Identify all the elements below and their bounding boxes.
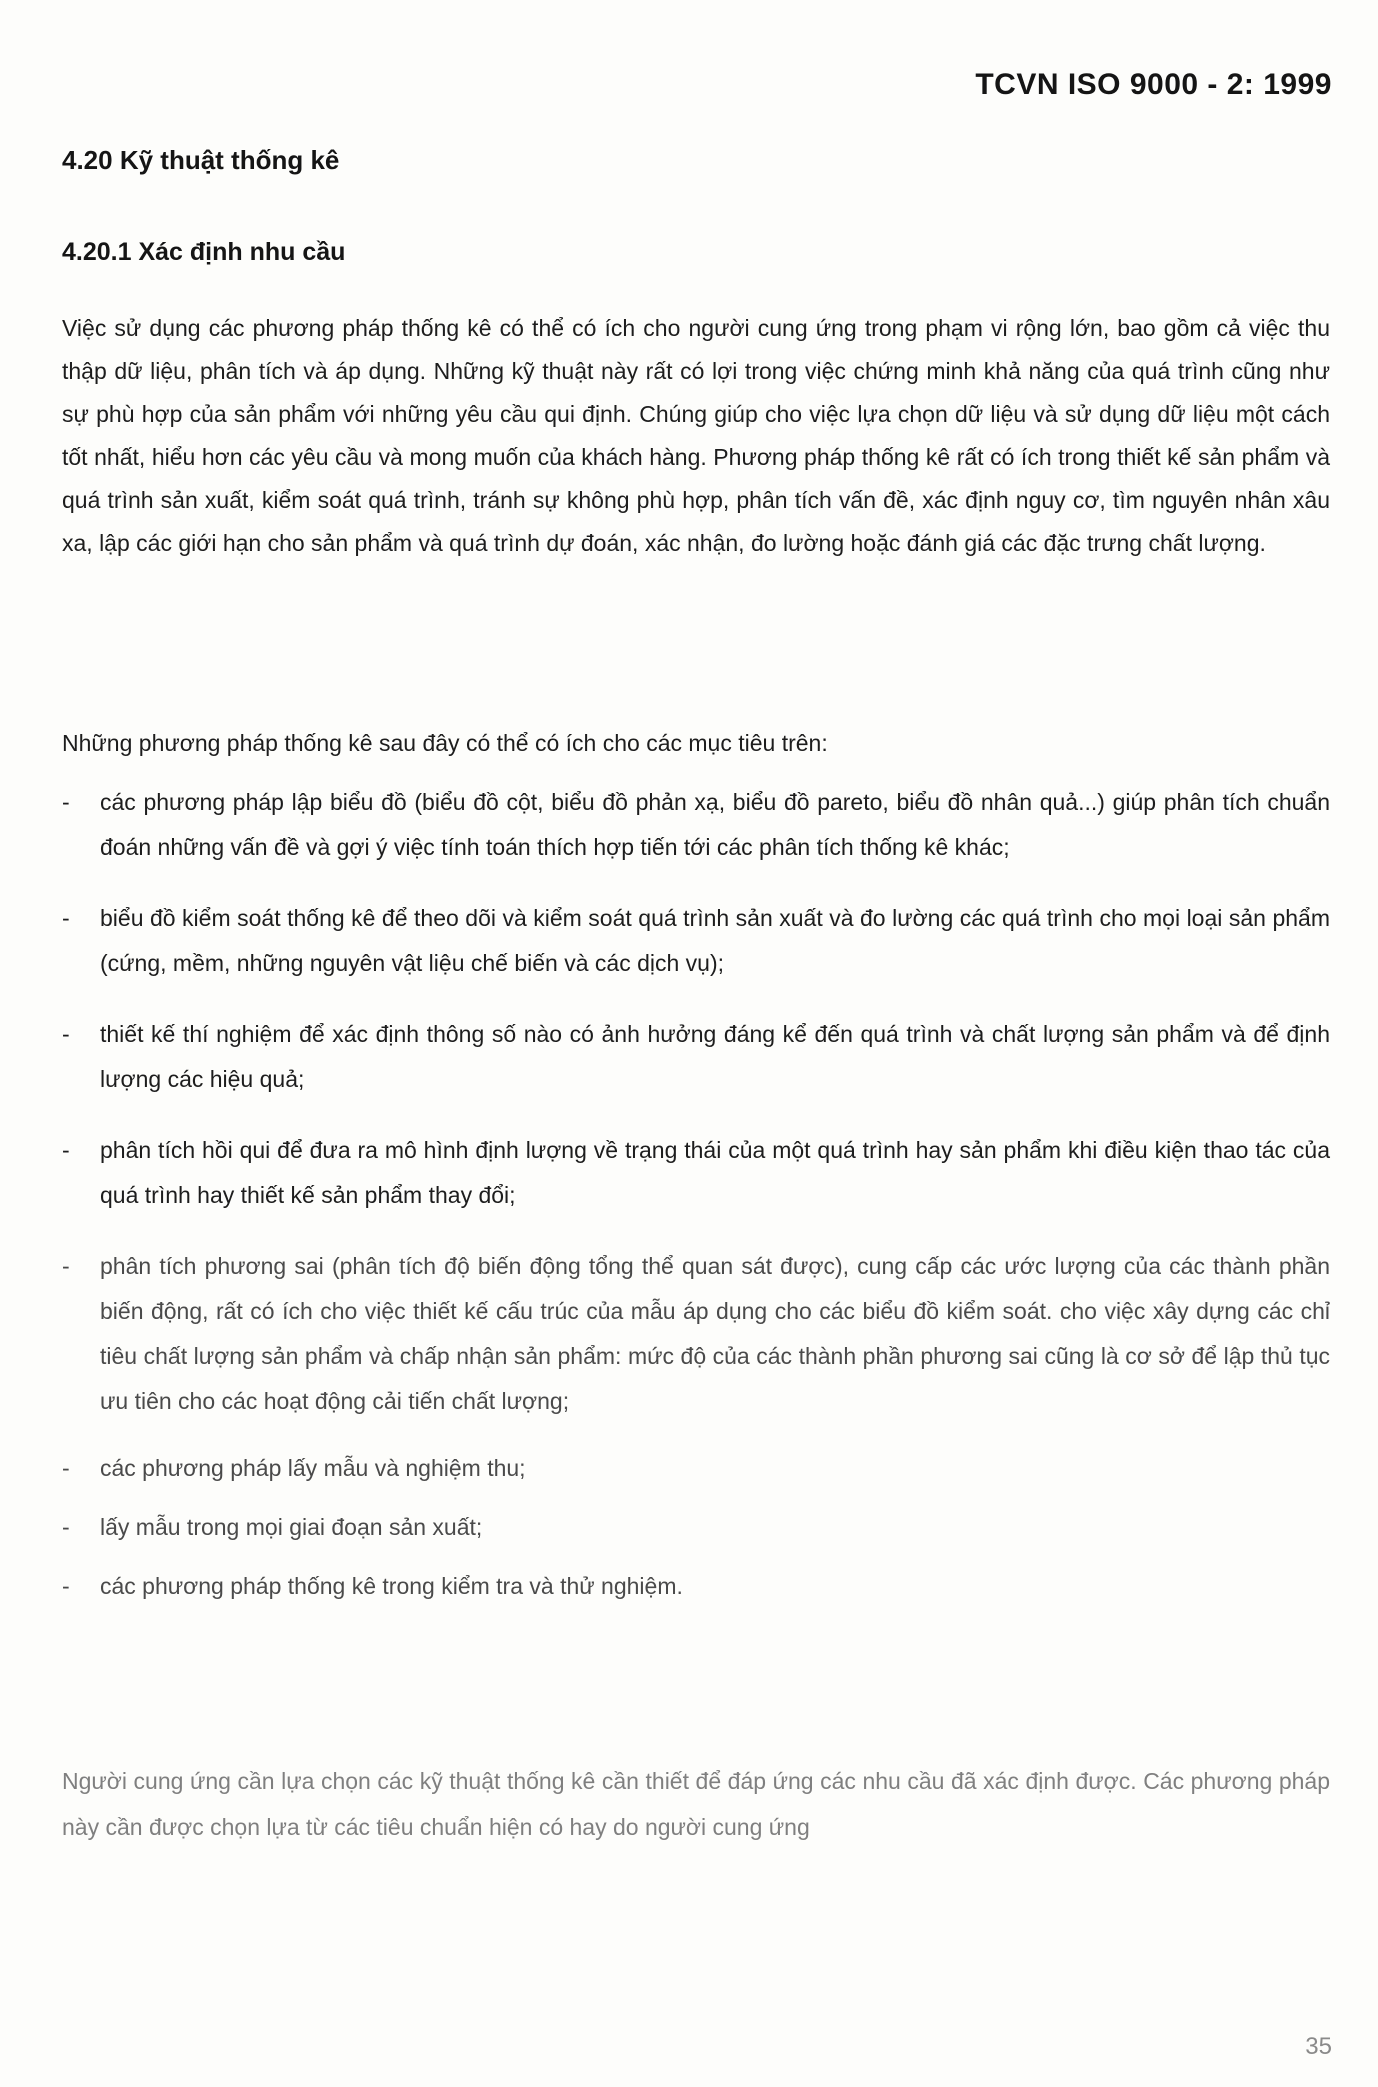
standard-code-header: TCVN ISO 9000 - 2: 1999 (975, 68, 1332, 101)
bullet-dash: - (62, 1573, 70, 1599)
list-item-text: các phương pháp lấy mẫu và nghiệm thu; (100, 1455, 526, 1481)
list-intro-paragraph: Những phương pháp thống kê sau đây có thể có ích cho các mục tiêu trên: (62, 730, 828, 756)
list-item-text: phân tích phương sai (phân tích độ biến động tổng thể quan sát được), cung cấp các ước lượng của các thành phần biến động, rất có ích cho việc thiết kế cấu trúc của mẫu áp dụng cho các biểu đồ kiểm soát. cho việc xây dựng các chỉ tiêu chất lượng sản phẩm và chấp nhận sản phẩm: mức độ của các thành phần phương sai cũng là cơ sở để lập thủ tục ưu tiên cho các hoạt động cải tiến chất lượng; (100, 1253, 1330, 1414)
list-item (62, 1505, 1330, 1550)
list-item (62, 896, 1330, 986)
bullet-dash: - (62, 1455, 70, 1481)
list-item-text: lấy mẫu trong mọi giai đoạn sản xuất; (100, 1514, 483, 1540)
bullet-dash: - (62, 1137, 70, 1163)
list-item-text: biểu đồ kiểm soát thống kê để theo dõi và kiểm soát quá trình sản xuất và đo lường các quá trình cho mọi loại sản phẩm (cứng, mềm, những nguyên vật liệu chế biến và các dịch vụ); (100, 905, 1330, 976)
bullet-dash: - (62, 905, 70, 931)
bullet-dash: - (62, 1253, 70, 1279)
bullet-dash: - (62, 1514, 70, 1540)
bullet-dash: - (62, 1021, 70, 1047)
list-item-text: các phương pháp lập biểu đồ (biểu đồ cột, biểu đồ phản xạ, biểu đồ pareto, biểu đồ nhân quả...) giúp phân tích chuẩn đoán những vấn đề và gợi ý việc tính toán thích hợp tiến tới các phân tích thống kê khác; (100, 789, 1330, 860)
subsection-heading: 4.20.1 Xác định nhu cầu (62, 238, 346, 266)
intro-paragraph: Việc sử dụng các phương pháp thống kê có thể có ích cho người cung ứng trong phạm vi rộng lớn, bao gồm cả việc thu thập dữ liệu, phân tích và áp dụng. Những kỹ thuật này rất có lợi trong việc chứng minh khả năng của quá trình cũng như sự phù hợp của sản phẩm với những yêu cầu qui định. Chúng giúp cho việc lựa chọn dữ liệu và sử dụng dữ liệu một cách tốt nhất, hiểu hơn các yêu cầu và mong muốn của khách hàng. Phương pháp thống kê rất có ích trong thiết kế sản phẩm và quá trình sản xuất, kiểm soát quá trình, tránh sự không phù hợp, phân tích vấn đề, xác định nguy cơ, tìm nguyên nhân xâu xa, lập các giới hạn cho sản phẩm và quá trình dự đoán, xác nhận, đo lường hoặc đánh giá các đặc trưng chất lượng. (62, 315, 1330, 556)
list-item-text: thiết kế thí nghiệm để xác định thông số nào có ảnh hưởng đáng kể đến quá trình và chất lượng sản phẩm và để định lượng các hiệu quả; (100, 1021, 1330, 1092)
list-item (62, 1012, 1330, 1102)
list-item-text: phân tích hồi qui để đưa ra mô hình định lượng về trạng thái của một quá trình hay sản phẩm khi điều kiện thao tác của quá trình hay thiết kế sản phẩm thay đổi; (100, 1137, 1330, 1208)
list-item (62, 1128, 1330, 1218)
bullet-dash: - (62, 789, 70, 815)
page-number: 35 (1305, 2033, 1332, 2060)
statistical-methods-list (62, 780, 1330, 1609)
list-item (62, 1244, 1330, 1424)
list-item (62, 1446, 1330, 1491)
list-item-text: các phương pháp thống kê trong kiểm tra và thử nghiệm. (100, 1573, 683, 1599)
list-item (62, 780, 1330, 870)
closing-paragraph: Người cung ứng cần lựa chọn các kỹ thuật thống kê cần thiết để đáp ứng các nhu cầu đã xác định được. Các phương pháp này cần được chọn lựa từ các tiêu chuẩn hiện có hay do người cung ứng (62, 1768, 1330, 1840)
section-heading: 4.20 Kỹ thuật thống kê (62, 145, 340, 175)
list-item (62, 1564, 1330, 1609)
